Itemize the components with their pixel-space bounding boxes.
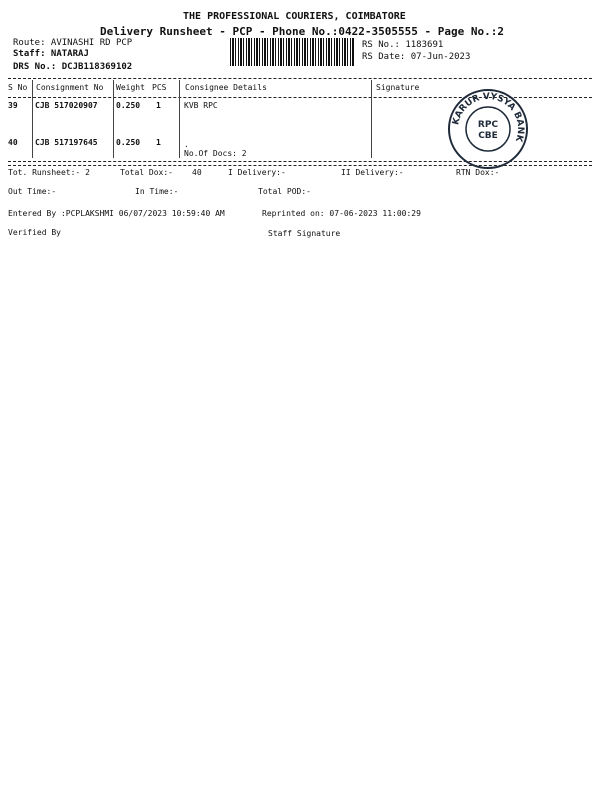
- col-header-sno: S No: [8, 83, 28, 92]
- company-title: THE PROFESSIONAL COURIERS, COIMBATORE: [183, 11, 406, 22]
- cell-consignee: .: [184, 140, 189, 149]
- entered-by: Entered By :PCPLAKSHMI 06/07/2023 10:59:40 AM: [8, 209, 225, 218]
- total-pod: Total POD:-: [258, 187, 311, 196]
- cell-sno: 40: [8, 138, 18, 147]
- stamp-center-top: RPC: [477, 120, 499, 130]
- barcode-image: [230, 38, 354, 66]
- cell-weight: 0.250: [116, 101, 141, 110]
- out-time: Out Time:-: [8, 187, 57, 196]
- staff-label: Staff: NATARAJ: [13, 49, 89, 59]
- second-delivery: II Delivery:-: [341, 168, 404, 177]
- reprinted-on: Reprinted on: 07-06-2023 11:00:29: [262, 209, 421, 218]
- staff-signature: Staff Signature: [268, 229, 341, 238]
- cell-consignment: CJB 517197645: [35, 138, 98, 147]
- col-header-weight: Weight: [116, 83, 145, 92]
- col-header-consignment: Consignment No: [36, 83, 104, 92]
- cell-pcs: 1: [156, 101, 161, 110]
- column-line: [113, 80, 114, 158]
- route-label: Route: AVINASHI RD PCP: [13, 38, 133, 48]
- cell-weight: 0.250: [116, 138, 141, 147]
- bank-stamp: [447, 88, 529, 170]
- cell-pcs: 1: [156, 138, 161, 147]
- stamp-center-bottom: CBE: [478, 131, 498, 141]
- tot-runsheet: Tot. Runsheet:- 2: [8, 168, 90, 177]
- rs-number: RS No.: 1183691: [362, 40, 444, 50]
- divider: [8, 78, 592, 79]
- cell-sno: 39: [8, 101, 18, 110]
- first-delivery: I Delivery:-: [228, 168, 286, 177]
- column-line: [179, 80, 180, 158]
- col-header-signature: Signature: [376, 83, 420, 92]
- cell-consignment: CJB 517020907: [35, 101, 98, 110]
- column-line: [32, 80, 33, 158]
- in-time: In Time:-: [135, 187, 179, 196]
- runsheet-subtitle: Delivery Runsheet - PCP - Phone No.:0422-3505555 - Page No.:2: [100, 25, 504, 38]
- rtn-dox: RTN Dox:-: [456, 168, 500, 177]
- total-dox-value: 40: [192, 168, 202, 177]
- total-dox-label: Total Dox:-: [120, 168, 173, 177]
- column-line: [371, 80, 372, 158]
- stamp-ring-text: KARUR VYSYA BANK: [451, 91, 526, 143]
- drs-number: DRS No.: DCJB118369102: [13, 62, 133, 72]
- rs-date: RS Date: 07-Jun-2023: [362, 52, 471, 62]
- col-header-consignee: Consignee Details: [185, 83, 267, 92]
- col-header-pcs: PCS: [152, 83, 167, 92]
- cell-consignee: KVB RPC: [184, 101, 218, 110]
- verified-by: Verified By: [8, 228, 61, 237]
- no-of-docs: No.Of Docs: 2: [184, 149, 247, 158]
